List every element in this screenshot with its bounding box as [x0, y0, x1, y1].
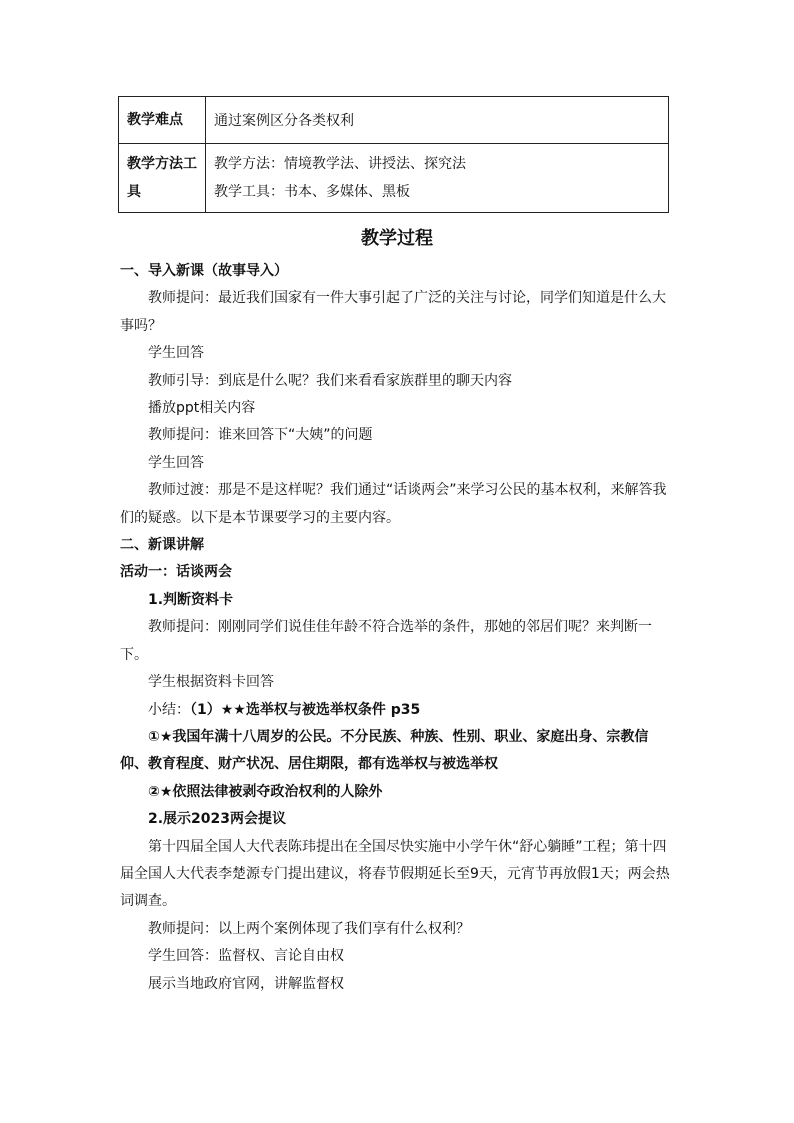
- tools-line: 教学工具：书本、多媒体、黑板: [214, 184, 410, 200]
- summary-label: 小结：: [148, 701, 190, 718]
- difficulty-label: 教学难点: [119, 97, 206, 144]
- key-point-2: ②★依照法律被剥夺政治权利的人除外: [148, 783, 383, 800]
- table-row-difficulty: [119, 97, 669, 144]
- heading-activity-one: 活动一：话谈两会: [120, 564, 232, 581]
- paragraph: 展示当地政府官网，讲解监督权: [148, 975, 344, 992]
- paragraph: 学生回答: [148, 345, 204, 362]
- heading-intro: 一、导入新课（故事导入）: [120, 263, 288, 279]
- lesson-content: [120, 258, 676, 998]
- table-row-methods: [119, 144, 669, 213]
- paragraph: 学生根据资料卡回答: [148, 674, 274, 691]
- lesson-info-table: [118, 96, 669, 213]
- subheading-proposals: 2.展示2023两会提议: [148, 811, 287, 828]
- paragraph: 学生回答: [148, 454, 204, 471]
- difficulty-value: 通过案例区分各类权利: [206, 97, 669, 144]
- paragraph: 学生回答：监督权、言论自由权: [148, 948, 344, 965]
- section-title: 教学过程: [361, 228, 433, 249]
- key-point-1: ①★我国年满十八周岁的公民。不分民族、种族、性别、职业、家庭出身、宗教信仰、教育程度、财产状况、居住期限，都有选举权与被选举权: [120, 728, 649, 773]
- paragraph: 播放ppt相关内容: [148, 400, 256, 417]
- methods-value: [206, 144, 669, 213]
- paragraph: 教师提问：谁来回答下“大姨”的问题: [148, 427, 373, 444]
- subheading-judge-cards: 1.判断资料卡: [148, 591, 234, 608]
- paragraph: 教师提问：最近我们国家有一件大事引起了广泛的关注与讨论，同学们知道是什么大事吗？: [120, 290, 666, 334]
- paragraph: 教师过渡：那是不是这样呢？我们通过“话谈两会”来学习公民的基本权利，来解答我们的疑惑。以下是本节课要学习的主要内容。: [120, 482, 667, 526]
- paragraph: 教师提问：刚刚同学们说佳佳年龄不符合选举的条件，那她的邻居们呢？来判断一下。: [120, 619, 652, 663]
- paragraph: 教师引导：到底是什么呢？我们来看看家族群里的聊天内容: [148, 372, 512, 389]
- paragraph: 第十四届全国人大代表陈玮提出在全国尽快实施中小学午休“舒心躺睡”工程；第十四届全国人大代表李楚源专门提出建议，将春节假期延长至9天，元宵节再放假1天；两会热词调查。: [120, 838, 670, 910]
- summary-point: （1）★★选举权与被选举权条件 p35: [190, 701, 421, 718]
- paragraph: 教师提问：以上两个案例体现了我们享有什么权利？: [148, 920, 470, 937]
- summary-line: [120, 697, 676, 724]
- methods-label: 教学方法工具: [119, 144, 206, 213]
- heading-new-lesson: 二、新课讲解: [120, 537, 204, 554]
- methods-line: 教学方法：情境教学法、讲授法、探究法: [214, 156, 466, 172]
